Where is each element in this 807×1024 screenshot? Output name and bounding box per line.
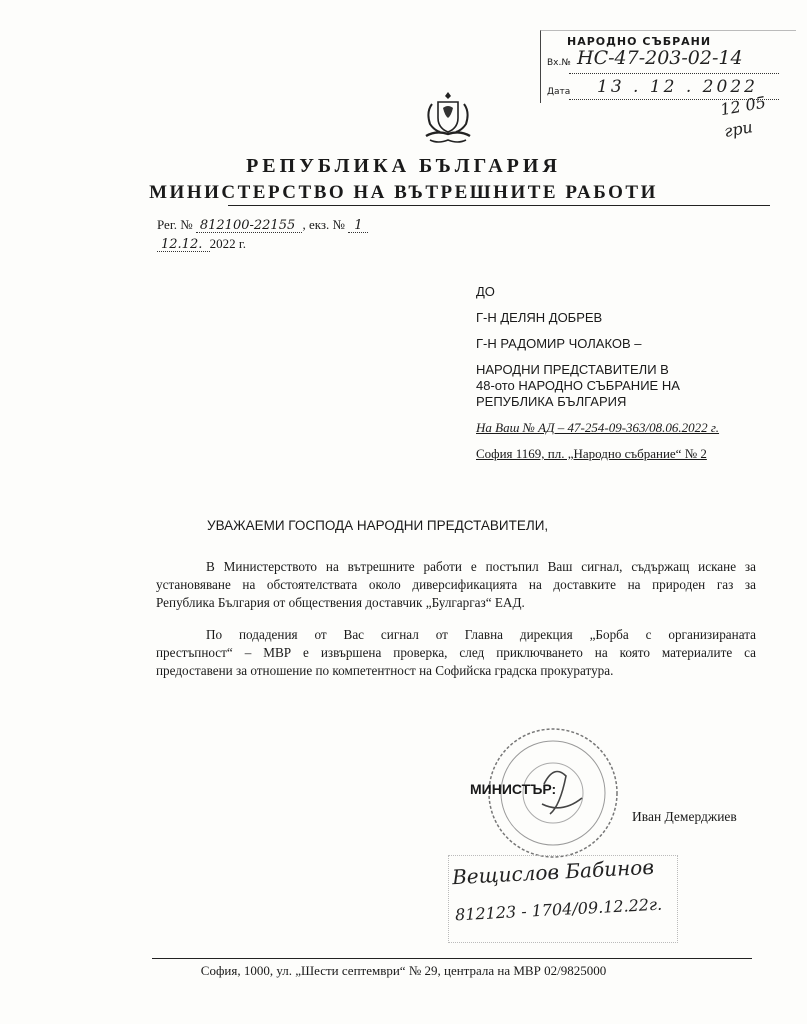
footer-address: София, 1000, ул. „Шести септември“ № 29, централа на МВР 02/9825000 xyxy=(200,963,607,978)
recipient-line-5: РЕПУБЛИКА БЪЛГАРИЯ xyxy=(476,394,627,409)
recipient-address: София 1169, пл. „Народно събрание“ № 2 xyxy=(476,446,707,461)
country-heading: РЕПУБЛИКА БЪЛГАРИЯ xyxy=(246,155,561,177)
stamp-number-label: Вх.№ xyxy=(547,58,571,68)
registry-line xyxy=(157,217,368,233)
stamp-number-value: НС-47-203-02-14 xyxy=(577,47,743,69)
copy-number: 1 xyxy=(354,218,363,233)
paragraph-2: По подадения от Вас сигнал от Главна дирекция „Борба с организираната престъпност“ – МВР е извършена проверка, след приключването на която материалите са предоставени за отношение по компетентност на Софийска градска прокуратура. xyxy=(156,627,756,678)
recipient-line-3: НАРОДНИ ПРЕДСТАВИТЕЛИ В xyxy=(476,362,669,377)
stamp-side-note: 12 05 гри xyxy=(718,92,768,141)
coat-of-arms-icon xyxy=(418,88,478,146)
recipient-line-2: Г-Н РАДОМИР ЧОЛАКОВ – xyxy=(476,336,642,351)
recipient-to: ДО xyxy=(476,284,495,299)
handwritten-note-1: Вещислов Бабинов xyxy=(451,854,655,890)
signatory-name: Иван Демерджиев xyxy=(632,809,737,824)
ministry-heading: МИНИСТЕРСТВО НА ВЪТРЕШНИТЕ РАБОТИ xyxy=(149,182,658,203)
recipient-line-1: Г-Н ДЕЛЯН ДОБРЕВ xyxy=(476,310,603,325)
stamp-date-label: Дата xyxy=(547,87,571,97)
registry-date-line xyxy=(157,236,246,252)
stamp-title: НАРОДНО СЪБРАНИ xyxy=(567,35,712,48)
header-rule xyxy=(228,205,770,206)
coat-of-arms-emblem xyxy=(418,88,478,146)
paragraph-1: В Министерството на вътрешните работи е постъпил Ваш сигнал, съдържащ искане за установяване на обстоятелствата около диверсификацията на доставките на природен газ за Република България от обществения доставчик „Булгаргаз“ ЕАД. xyxy=(156,559,756,610)
handwritten-note-2: 812123 - 1704/09.12.22г. xyxy=(454,894,663,925)
greeting: УВАЖАЕМИ ГОСПОДА НАРОДНИ ПРЕДСТАВИТЕЛИ, xyxy=(207,518,549,533)
stamp-date-value: 13 . 12 . 2022 xyxy=(597,77,758,97)
footer-rule xyxy=(152,958,752,959)
registry-number: 812100-22155 xyxy=(199,218,296,233)
reference-number: На Ваш № АД – 47-254-09-363/08.06.2022 г. xyxy=(476,420,720,435)
registry-date: 12.12. xyxy=(161,237,203,252)
recipient-line-4: 48-ото НАРОДНО СЪБРАНИЕ НА xyxy=(476,378,680,393)
signature-title: МИНИСТЪР: xyxy=(470,781,557,797)
copy-label: , екз. № xyxy=(302,217,345,232)
registry-label: Рег. № xyxy=(157,217,193,232)
registry-year: 2022 г. xyxy=(209,236,246,251)
